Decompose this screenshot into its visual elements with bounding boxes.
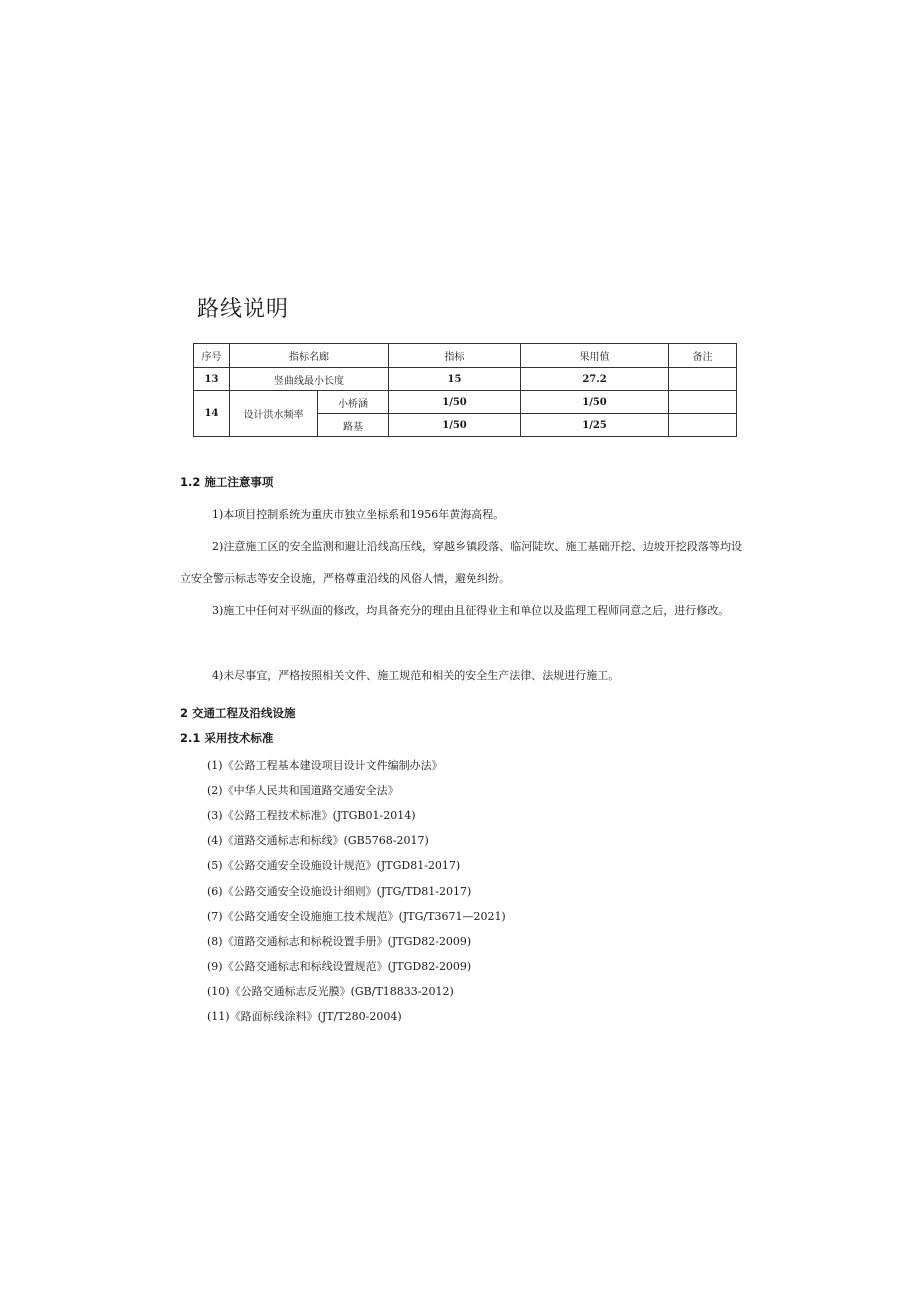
list-item: (3)《公路工程技术标准》(JTGB01-2014) (207, 809, 416, 822)
cell-value: 1/50 (521, 391, 669, 414)
list-item: (11)《路面标线涂料》(JT/T280-2004) (207, 1010, 402, 1023)
list-item: (1)《公路工程基本建设项目设计文件编制办法》 (207, 759, 443, 772)
list-item: (8)《道路交通标志和标税设置手册》(JTGD82-2009) (207, 935, 472, 948)
cell-value: 27.2 (521, 368, 669, 391)
table-header-row (194, 344, 737, 368)
section-heading: 2 交通工程及沿线设施 (180, 706, 296, 720)
list-item: (2)《中华人民共和国道路交通安全法》 (207, 784, 399, 797)
header-name: 指标名廊 (230, 344, 389, 368)
table-row (194, 391, 737, 414)
paragraph: 2)注意施工区的安全监测和避让沿线高压线，穿越乡镇段落、临河陡坎、施工基础开挖、边坡开挖段落等均设立安全警示标志等安全设施，严格尊重沿线的风俗人情，避免纠纷。 (180, 540, 742, 585)
spec-table (193, 343, 737, 437)
header-value: 果用值 (521, 344, 669, 368)
table-row (194, 368, 737, 391)
section-heading: 1.2 施工注意事项 (180, 475, 274, 489)
paragraph: 1)本项目控制系统为重庆市独立坐标系和1956年黄海高程。 (212, 508, 505, 521)
section-heading: 2.1 采用技术标准 (180, 731, 274, 745)
cell-note (669, 368, 737, 391)
header-index: 指标 (389, 344, 521, 368)
cell-index: 15 (389, 368, 521, 391)
list-item: (7)《公路交通安全设施施工技术规范》(JTG/T3671—2021) (207, 910, 506, 923)
cell-name: 竖曲线最小长度 (230, 368, 389, 391)
cell-note (669, 391, 737, 414)
list-item: (10)《公路交通标志反光膜》(GB/T18833-2012) (207, 985, 454, 998)
list-item: (5)《公路交通安全设施设计规范》(JTGD81-2017) (207, 859, 461, 872)
page-title: 路线说明 (197, 297, 290, 322)
header-note: 备注 (669, 344, 737, 368)
list-item: (4)《道路交通标志和标线》(GB5768-2017) (207, 834, 429, 847)
cell-subname: 小桥涵 (318, 391, 389, 414)
cell-value: 1/25 (521, 414, 669, 437)
list-item: (6)《公路交通安全设施设计细则》(JTG/TD81-2017) (207, 885, 472, 898)
cell-note (669, 414, 737, 437)
cell-subname: 路基 (318, 414, 389, 437)
paragraph: 4)未尽事宜，严格按照相关文件、施工规范和相关的安全生产法律、法规进行施工。 (212, 669, 620, 682)
cell-no: 14 (194, 391, 230, 437)
cell-no: 13 (194, 368, 230, 391)
cell-index: 1/50 (389, 414, 521, 437)
cell-name: 设计洪水频率 (230, 391, 318, 437)
cell-index: 1/50 (389, 391, 521, 414)
list-item: (9)《公路交通标志和标线设置规范》(JTGD82-2009) (207, 960, 472, 973)
header-no: 序号 (194, 344, 230, 368)
paragraph: 3)施工中任何对平纵面的修改，均具备充分的理由且征得业主和单位以及监理工程师同意之后，进行修改。 (212, 604, 730, 617)
